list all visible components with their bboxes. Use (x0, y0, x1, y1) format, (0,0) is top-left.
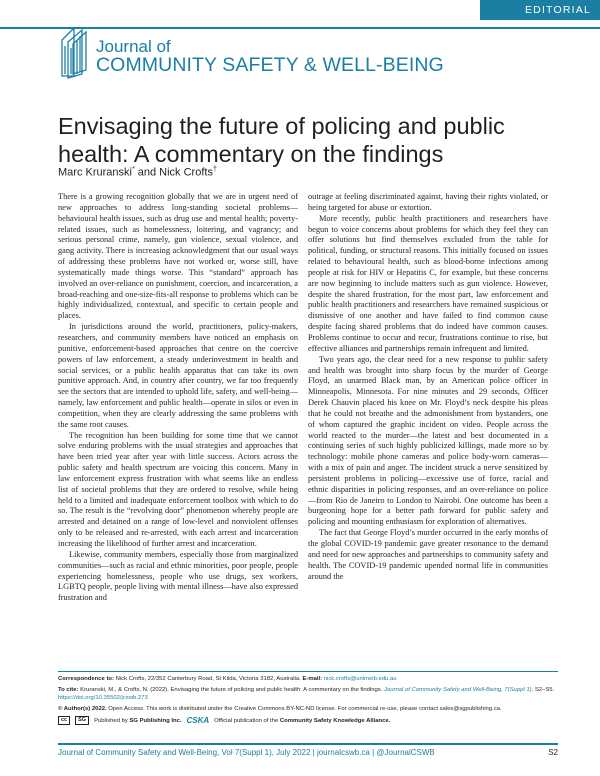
footnote-rule (58, 671, 558, 672)
top-bar (0, 0, 600, 34)
correspondence-note (58, 675, 558, 683)
journal-title-line2: COMMUNITY SAFETY & WELL-BEING (96, 54, 444, 76)
author-separator: and (134, 166, 160, 179)
section-tab: EDITORIAL (480, 0, 600, 20)
email-link[interactable]: nick.crofts@unimelb.edu.au (322, 676, 397, 682)
body-column-right (308, 192, 548, 582)
citation-label: To cite: (58, 687, 79, 693)
page-number: S2 (548, 748, 558, 757)
citation-note (58, 686, 558, 702)
publisher-logo: SG (75, 716, 89, 725)
cc-license-icon: cc (58, 716, 70, 725)
article-title: Envisaging the future of policing and public health: A commentary on the findings (58, 112, 505, 167)
paragraph: Likewise, community members, especially those from marginalized communities—such as racial and ethnic minorities, poor people, people experiencing homelessness, people who use drugs, sex workers, LGBTQ people, people living with mental illness—have also expressed frustration and (58, 549, 298, 603)
publisher-name: SG Publishing Inc. (127, 717, 182, 724)
author-1-mark: * (131, 166, 135, 173)
email-label: E-mail: (300, 676, 323, 682)
copyright-label: © Author(s) 2022. (58, 706, 107, 712)
license-text: Open Access. This work is distributed under the Creative Commons BY-NC-ND license. For commercial re-use, please contact sales@sgpublishing.ca. (106, 706, 502, 712)
paragraph: More recently, public health practitioners and researchers have begun to voice concerns about problems for which they feel they can offer solutions but find themselves excluded from the table for political, funding, or structural reasons. This initially focused on issues related to behavioural health, such as blood-borne infections among people at risk for HIV or Hepatitis C, for example, but these concerns are now beginning to include matters such as gun violence. However, despite the shared frustration, for the most part, law enforcement and public health practitioners and researchers have remained suspicious or dismissive of one another and have failed to find common cause despite facing shared problems that do indeed have common causes. Problems continue to occur and recur, frustrations continue to rise, but effective alliances and partnerships remain infrequent and limited. (308, 213, 548, 353)
body-column-left (58, 192, 298, 604)
paragraph: outrage at feeling discriminated against, having their rights violated, or being targeted for abuse or extortion. (308, 192, 548, 212)
cska-label: Official publication of the (214, 717, 279, 724)
author-line (58, 166, 217, 179)
footnotes (58, 671, 558, 728)
cska-logo: CSKA (186, 715, 210, 725)
journal-logo-icon (58, 24, 88, 80)
copyright-note (58, 705, 558, 713)
citation-text: Kruranski, M., & Crofts, N. (2022). Envisaging the future of policing and public health: A commentary on the findings. (78, 687, 383, 693)
paragraph: There is a growing recognition globally that we are in urgent need of new approaches to address long-standing societal problems—behavioural health issues, such as drug use and mental health; poverty-related issues, such as homelessness, loitering, and vagrancy; and serious personal crime, namely, gun violence, sexual violence, and gang activity. There is increasing acknowledgment that our usual ways of addressing these problems have not worked or, worse still, have systematically made things worse. This “standard” approach has involved an over-reliance on punishment, coercion, and incarceration, a broad-reaching and one-size-fits-all response to problems which can be highly individualized, contextual, and specific to certain people and places. (58, 192, 298, 321)
paragraph: Two years ago, the clear need for a new response to public safety and health was brought into sharp focus by the murder of George Floyd, an unarmed Black man, by an American police officer in Minneapolis, Minnesota. For nine minutes and 29 seconds, Officer Derek Chauvin placed his knee on Mr. Floyd’s neck despite his pleas that he could not breathe and the admonishment from bystanders, one of whom captured the graphic incident on video. People across the world reacted to the murder—the latest and best documented in a continuing series of such highly publicized killings, made more so by technology: mobile phone cameras and police body-worn cameras—with a mix of pain and anger. The incident struck a nerve sensitized by persistent problems in policing—excessive use of force, racial and ethnic disparities in policing responses, and an over-reliance on police—from Rio de Janeiro to London to Nairobi. One outcome has been a burgeoning hope for a better path forward for public safety and policing and mounting enthusiasm for exploration of alternatives. (308, 354, 548, 527)
top-rule (0, 27, 600, 29)
author-2-mark: † (212, 166, 217, 173)
publisher-label: Published by (94, 717, 128, 724)
correspondence-address: Nick Crofts, 22/352 Canterbury Road, St Kilda, Victoria 3182, Australia. (113, 676, 301, 682)
doi-link[interactable]: https://doi.org/10.35502/jcswb.273 (58, 695, 148, 701)
page-footer (58, 743, 558, 759)
paragraph: The recognition has been building for some time that we cannot solve enduring problems with the usual strategies and approaches that have been tried year after year with little success. Actors across the public safety and health spectrum are voicing this concern. Many in law enforcement express frustration with what seems like an endless list of societal problems that they are ordered to resolve, while being held to a limited and inadequate enforcement toolbox with which to do so. The result is the “revolving door” phenomenon whereby people are arrested and detained on a range of low-level and nonviolent offenses only to be released and re-arrested, with each arrest and incarceration increasing the likelihood of further arrest and incarceration. (58, 430, 298, 548)
author-1: Marc Kruranski (58, 166, 132, 179)
footer-journal-info: Journal of Community Safety and Well-Being, Vol 7(Suppl 1), July 2022 | journalcswb.ca | @JournalCSWB (58, 748, 435, 757)
publisher-row (58, 716, 558, 725)
author-2: Nick Crofts (159, 166, 213, 179)
journal-title-line1: Journal of (96, 37, 171, 56)
correspondence-label: Correspondence to: (58, 676, 114, 682)
citation-pages: S2–S5. (533, 687, 555, 693)
citation-journal: Journal of Community Safety and Well-Being, 7(Suppl 1), (382, 687, 534, 693)
paragraph: In jurisdictions around the world, practitioners, policy-makers, researchers, and community members have noticed an emphasis on punitive, enforcement-based approaches that centre on the coercive powers of law enforcement, a steady underinvestment in health and social services, or a public health apparatus that can take its own punitive approach. And, in country after country, we far too frequently see the sectors that are intended to uphold life, safety, and well-being—namely, law enforcement and public health—operate in silos or even in competition, when they are clearly addressing the same problems with the same root causes. (58, 322, 298, 429)
cska-name: Community Safety Knowledge Alliance. (278, 717, 391, 724)
paragraph: The fact that George Floyd’s murder occurred in the early months of the global COVID-19 pandemic gave greater resonance to the demand and need for new approaches and partnerships to community safety and health. The COVID-19 pandemic upended normal life in communities around the (308, 528, 548, 581)
